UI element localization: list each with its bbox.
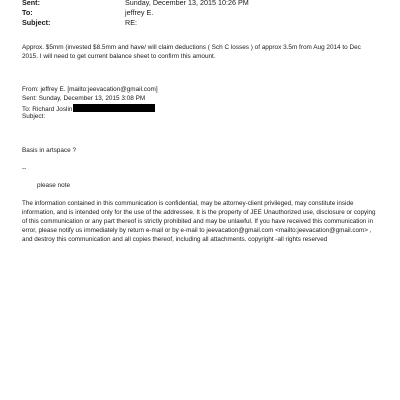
header-to-row (22, 8, 153, 17)
please-note: please note (37, 182, 71, 189)
question-text: Basis in artspace ? (22, 147, 76, 154)
quoted-sent: Sent: Sunday, December 13, 2015 3:08 PM (22, 95, 146, 102)
header-sent-row (22, 0, 249, 7)
to-value: jeffrey E. (125, 8, 154, 17)
body-line-2: 2015. I will need to get current balance sheet to confirm this amount. (22, 53, 216, 60)
header-subject-row (22, 18, 137, 27)
confidentiality-disclaimer: The information contained in this communication is confidential, may be attorney-client privileged, may constitute inside information, and is intended only for the use of the addressee. It is the property of JEE Unauthorized use, disclosure or copying of this communication or any part thereof is strictly prohibited and may be unlawful. If you have received this communication in error, please notify us immediately by return e-mail or by e-mail to jeevacation@gmail.com <mailto:jeevacation@gmail.com> , and destroy this communication and all copies thereof, including all attachments. copyright -all rights reserved (22, 200, 376, 243)
subject-value: RE: (125, 18, 137, 27)
sent-value: Sunday, December 13, 2015 10:26 PM (125, 0, 249, 7)
redaction-bar (73, 104, 155, 112)
signature-dashes: -- (22, 165, 27, 172)
to-label: To: (22, 8, 33, 17)
quoted-to: To: Richard Joslin (22, 106, 73, 113)
body-line-1: Approx. $5mm (invested $8.5mm and have/ will claim deductions ( Sch C losses ) of approx 3.5m from Aug 2014 to Dec (22, 44, 361, 51)
subject-label: Subject: (22, 18, 51, 27)
sent-label: Sent: (22, 0, 40, 7)
quoted-from: From: jeffrey E. [mailto:jeevacation@gmail.com] (22, 86, 158, 93)
quoted-subject: Subject: (22, 113, 46, 120)
